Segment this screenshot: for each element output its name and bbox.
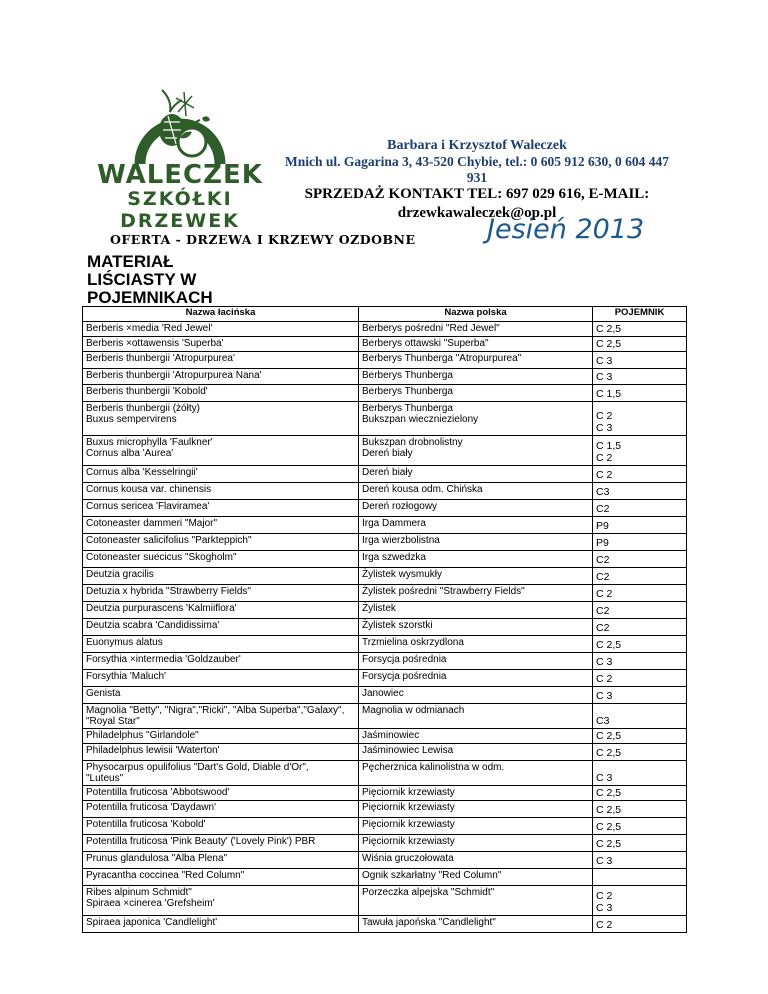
table-row bbox=[83, 534, 687, 551]
cell-polish-name-line: Żylistek pośredni "Strawberry Fields" bbox=[362, 586, 525, 597]
cell-container-size-line: C 2,5 bbox=[596, 747, 622, 759]
cell-polish-name-line: Berberys Thunberga "Atropurpurea" bbox=[362, 353, 522, 364]
cell-container-size-line: C 3 bbox=[596, 355, 613, 367]
cell-polish-name bbox=[359, 500, 593, 517]
cell-latin-name bbox=[83, 517, 359, 534]
cell-container-size-line: C2 bbox=[596, 622, 610, 634]
cell-latin-name bbox=[83, 761, 359, 786]
cell-latin-name-line: Potentilla fruticosa 'Abbotswood' bbox=[86, 787, 230, 798]
cell-polish-name-line: Jaśminowiec Lewisa bbox=[362, 745, 454, 756]
cell-container-size-line: C 2 bbox=[596, 588, 613, 600]
cell-polish-name-line: Wiśnia gruczołowata bbox=[362, 853, 454, 864]
cell-latin-name-line: Deutzia purpurascens 'Kalmiiflora' bbox=[86, 603, 237, 614]
table-row bbox=[83, 568, 687, 585]
cell-container-size-line: C 2 bbox=[596, 452, 613, 464]
cell-polish-name-line: Pięciornik krzewiasty bbox=[362, 787, 455, 798]
cell-latin-name bbox=[83, 352, 359, 369]
cell-container-size bbox=[593, 585, 687, 602]
company-address: Mnich ul. Gagarina 3, 43-520 Chybie, tel.: 0 605 912 630, 0 604 447 931 bbox=[285, 154, 669, 185]
cell-container-size bbox=[593, 602, 687, 619]
cell-container-size bbox=[593, 818, 687, 835]
cell-latin-name bbox=[83, 337, 359, 352]
cell-latin-name-line: Philadelphus lewisii 'Waterton' bbox=[86, 745, 220, 756]
cell-container-size bbox=[593, 801, 687, 818]
cell-latin-name bbox=[83, 385, 359, 402]
cell-polish-name bbox=[359, 869, 593, 886]
cell-latin-name bbox=[83, 466, 359, 483]
table-row bbox=[83, 517, 687, 534]
cell-latin-name-line: Potentilla fruticosa 'Kobold' bbox=[86, 819, 206, 830]
logo-word-secondary: SZKÓŁKI DRZEWEK bbox=[120, 188, 240, 232]
cell-container-size bbox=[593, 500, 687, 517]
table-row bbox=[83, 436, 687, 466]
cell-polish-name bbox=[359, 568, 593, 585]
cell-container-size-line: C 3 bbox=[596, 656, 613, 668]
cell-latin-name-line: Cornus alba 'Kesselringii' bbox=[86, 467, 198, 478]
cell-polish-name-line: Pięciornik krzewiasty bbox=[362, 819, 455, 830]
table-row bbox=[83, 886, 687, 916]
table-row bbox=[83, 801, 687, 818]
header-container-size: POJEMNIK bbox=[593, 307, 687, 322]
cell-container-size bbox=[593, 385, 687, 402]
table-row bbox=[83, 835, 687, 852]
cell-latin-name bbox=[83, 436, 359, 466]
cell-latin-name bbox=[83, 670, 359, 687]
header-latin-name: Nazwa łacińska bbox=[83, 307, 359, 322]
cell-latin-name bbox=[83, 916, 359, 933]
table-row bbox=[83, 744, 687, 761]
cell-latin-name-line: Ribes alpinum Schmidt" bbox=[86, 887, 192, 898]
table-row bbox=[83, 402, 687, 436]
cell-polish-name-line: Irga szwedzka bbox=[362, 552, 426, 563]
company-contact: SPRZEDAŻ KONTAKT TEL: 697 029 616, E-MAIL: drzewkawaleczek@op.pl bbox=[304, 186, 650, 221]
cell-latin-name-line: Deutzia gracilis bbox=[86, 569, 154, 580]
cell-polish-name-line: Berberys Thunberga bbox=[362, 386, 453, 397]
cell-polish-name-line: Dereń biały bbox=[362, 448, 413, 459]
cell-polish-name bbox=[359, 761, 593, 786]
logo-word-primary: WALECZEK bbox=[97, 160, 263, 190]
cell-latin-name-line: Euonymus alatus bbox=[86, 637, 163, 648]
cell-polish-name-line: Dereń biały bbox=[362, 467, 413, 478]
cell-latin-name bbox=[83, 852, 359, 869]
cell-polish-name bbox=[359, 619, 593, 636]
cell-polish-name-line: Forsycja pośrednia bbox=[362, 654, 447, 665]
cell-latin-name-line: "Luteus" bbox=[86, 773, 124, 784]
cell-container-size bbox=[593, 619, 687, 636]
cell-polish-name-line: Janowiec bbox=[362, 688, 404, 699]
cell-polish-name bbox=[359, 786, 593, 801]
cell-container-size-line: C 2,5 bbox=[596, 821, 622, 833]
cell-latin-name-line: Cotoneaster salicifolius "Parkteppich" bbox=[86, 535, 252, 546]
cell-polish-name bbox=[359, 551, 593, 568]
cell-polish-name bbox=[359, 687, 593, 704]
cell-polish-name-line: Magnolia w odmianach bbox=[362, 705, 465, 716]
cell-container-size bbox=[593, 322, 687, 337]
cell-container-size bbox=[593, 744, 687, 761]
cell-latin-name-line: Pyracantha coccinea "Red Column" bbox=[86, 870, 245, 881]
cell-container-size-line: C2 bbox=[596, 503, 610, 515]
table-row bbox=[83, 687, 687, 704]
cell-latin-name bbox=[83, 818, 359, 835]
cell-container-size bbox=[593, 886, 687, 916]
cell-polish-name bbox=[359, 818, 593, 835]
cell-latin-name bbox=[83, 369, 359, 385]
table-row bbox=[83, 369, 687, 385]
cell-container-size-line: C 2,5 bbox=[596, 804, 622, 816]
cell-latin-name-line: Cotoneaster dammeri "Major" bbox=[86, 518, 218, 529]
cell-container-size-line: C 3 bbox=[596, 422, 613, 434]
cell-container-size-line: C 3 bbox=[596, 855, 613, 867]
cell-polish-name bbox=[359, 337, 593, 352]
cell-container-size-line: C 1,5 bbox=[596, 440, 622, 452]
cell-container-size-line: C 3 bbox=[596, 902, 613, 914]
cell-polish-name bbox=[359, 483, 593, 500]
cell-latin-name-line: Physocarpus opulifolius "Dart's Gold, Diable d'Or", bbox=[86, 762, 309, 773]
cell-container-size-line: C 2,5 bbox=[596, 838, 622, 850]
cell-latin-name bbox=[83, 402, 359, 436]
cell-latin-name-line: Prunus glandulosa "Alba Plena" bbox=[86, 853, 228, 864]
cell-latin-name-line: Potentilla fruticosa 'Daydawn' bbox=[86, 802, 216, 813]
cell-polish-name-line: Berberys pośredni "Red Jewel" bbox=[362, 323, 500, 334]
cell-container-size bbox=[593, 687, 687, 704]
table-row bbox=[83, 322, 687, 337]
cell-latin-name-line: Detuzia x hybrida "Strawberry Fields" bbox=[86, 586, 251, 597]
cell-polish-name bbox=[359, 744, 593, 761]
cell-container-size bbox=[593, 916, 687, 933]
cell-latin-name-line: Philadelphus "Girlandole" bbox=[86, 730, 199, 741]
cell-latin-name-line: Cornus kousa var. chinensis bbox=[86, 484, 212, 495]
cell-latin-name bbox=[83, 786, 359, 801]
plant-table bbox=[82, 306, 687, 933]
table-row bbox=[83, 483, 687, 500]
table-row bbox=[83, 818, 687, 835]
table-row bbox=[83, 585, 687, 602]
cell-latin-name bbox=[83, 500, 359, 517]
cell-latin-name bbox=[83, 886, 359, 916]
cell-container-size bbox=[593, 337, 687, 352]
cell-container-size-line: C 2,5 bbox=[596, 730, 622, 742]
company-logo bbox=[84, 78, 276, 232]
cell-container-size bbox=[593, 729, 687, 744]
cell-latin-name bbox=[83, 619, 359, 636]
cell-polish-name-line: Trzmielina oskrzydlona bbox=[362, 637, 464, 648]
table-row bbox=[83, 916, 687, 933]
cell-container-size bbox=[593, 786, 687, 801]
table-row bbox=[83, 466, 687, 483]
cell-container-size bbox=[593, 869, 687, 886]
cell-latin-name bbox=[83, 534, 359, 551]
cell-polish-name-line: Żylistek szorstki bbox=[362, 620, 433, 631]
cell-polish-name bbox=[359, 436, 593, 466]
offer-label: OFERTA - DRZEWA I KRZEWY OZDOBNE bbox=[110, 232, 416, 247]
cell-latin-name-line: Berberis thunbergii (żółty) bbox=[86, 403, 200, 414]
cell-latin-name bbox=[83, 801, 359, 818]
cell-polish-name-line: Żylistek wysmukły bbox=[362, 569, 443, 580]
cell-container-size bbox=[593, 369, 687, 385]
cell-polish-name-line: Forsycja pośrednia bbox=[362, 671, 447, 682]
cell-polish-name-line: Irga Dammera bbox=[362, 518, 426, 529]
cell-container-size bbox=[593, 436, 687, 466]
table-row bbox=[83, 619, 687, 636]
cell-polish-name bbox=[359, 585, 593, 602]
table-row bbox=[83, 500, 687, 517]
table-row bbox=[83, 602, 687, 619]
cell-polish-name bbox=[359, 322, 593, 337]
cell-latin-name bbox=[83, 585, 359, 602]
cell-latin-name-line: Berberis ×ottawensis 'Superba' bbox=[86, 338, 224, 349]
cell-latin-name-line: Cornus sericea 'Flaviramea' bbox=[86, 501, 210, 512]
cell-latin-name-line: Buxus sempervirens bbox=[86, 414, 177, 425]
cell-polish-name-line: Żylistek bbox=[362, 603, 396, 614]
cell-latin-name-line: Genista bbox=[86, 688, 121, 699]
cell-polish-name-line: Pęcherznica kalinolistna w odm. bbox=[362, 762, 505, 773]
cell-latin-name-line: Spiraea ×cinerea 'Grefsheim' bbox=[86, 898, 215, 909]
cell-polish-name bbox=[359, 916, 593, 933]
table-row bbox=[83, 337, 687, 352]
cell-container-size bbox=[593, 568, 687, 585]
cell-container-size-line: C 2 bbox=[596, 890, 613, 902]
cell-container-size-line: C 2 bbox=[596, 673, 613, 685]
table-row bbox=[83, 385, 687, 402]
cell-polish-name bbox=[359, 402, 593, 436]
cell-polish-name-line: Porzeczka alpejska "Schmidt" bbox=[362, 887, 495, 898]
cell-polish-name-line: Dereń rozłogowy bbox=[362, 501, 438, 512]
table-row bbox=[83, 551, 687, 568]
cell-polish-name-line: Berberys Thunberga bbox=[362, 403, 453, 414]
cell-polish-name bbox=[359, 385, 593, 402]
cell-latin-name-line: Cotoneaster suecicus "Skogholm" bbox=[86, 552, 237, 563]
cell-container-size-line: C 2 bbox=[596, 919, 613, 931]
cell-polish-name-line: Berberys ottawski "Superba" bbox=[362, 338, 489, 349]
cell-polish-name-line: Bukszpan drobnolistny bbox=[362, 437, 463, 448]
cell-container-size bbox=[593, 534, 687, 551]
cell-container-size bbox=[593, 352, 687, 369]
cell-container-size bbox=[593, 704, 687, 729]
cell-polish-name bbox=[359, 729, 593, 744]
cell-container-size-line: C2 bbox=[596, 605, 610, 617]
cell-polish-name bbox=[359, 835, 593, 852]
table-row bbox=[83, 670, 687, 687]
cell-container-size-line: C3 bbox=[596, 715, 610, 727]
cell-polish-name-line: Ognik szkarłatny "Red Column" bbox=[362, 870, 502, 881]
table-row bbox=[83, 852, 687, 869]
cell-polish-name bbox=[359, 801, 593, 818]
cell-container-size-line: C 3 bbox=[596, 371, 613, 383]
cell-container-size-line: C 2,5 bbox=[596, 639, 622, 651]
cell-container-size bbox=[593, 517, 687, 534]
cell-container-size-line: C2 bbox=[596, 571, 610, 583]
logo-emblem-icon bbox=[84, 78, 276, 164]
cell-polish-name-line: Dereń kousa odm. Chińska bbox=[362, 484, 483, 495]
cell-latin-name-line: Cornus alba 'Aurea' bbox=[86, 448, 174, 459]
section-title: MATERIAŁ LIŚCIASTY W POJEMNIKACH bbox=[87, 252, 213, 307]
cell-container-size-line: C3 bbox=[596, 486, 610, 498]
cell-polish-name bbox=[359, 636, 593, 653]
cell-container-size-line: C 2 bbox=[596, 469, 613, 481]
cell-container-size bbox=[593, 653, 687, 670]
cell-container-size bbox=[593, 483, 687, 500]
cell-latin-name bbox=[83, 729, 359, 744]
company-header bbox=[282, 138, 672, 186]
cell-latin-name-line: Deutzia scabra 'Candidissima' bbox=[86, 620, 220, 631]
cell-polish-name bbox=[359, 534, 593, 551]
cell-polish-name-line: Pięciornik krzewiasty bbox=[362, 836, 455, 847]
cell-latin-name-line: Berberis thunbergii 'Kobold' bbox=[86, 386, 208, 397]
cell-container-size-line: C 2,5 bbox=[596, 338, 622, 350]
cell-polish-name-line: Bukszpan wieczniezielony bbox=[362, 414, 479, 425]
season-label: Jesień 2013 bbox=[487, 214, 645, 245]
table-row bbox=[83, 729, 687, 744]
cell-latin-name-line: Spiraea japonica 'Candlelight' bbox=[86, 917, 218, 928]
cell-polish-name bbox=[359, 653, 593, 670]
table-row bbox=[83, 761, 687, 786]
cell-polish-name bbox=[359, 852, 593, 869]
cell-latin-name bbox=[83, 602, 359, 619]
cell-polish-name bbox=[359, 704, 593, 729]
cell-latin-name-line: Forsythia 'Maluch' bbox=[86, 671, 166, 682]
cell-latin-name bbox=[83, 653, 359, 670]
cell-latin-name bbox=[83, 636, 359, 653]
table-row bbox=[83, 636, 687, 653]
cell-polish-name-line: Berberys Thunberga bbox=[362, 370, 453, 381]
cell-polish-name-line: Jaśminowiec bbox=[362, 730, 420, 741]
cell-container-size bbox=[593, 466, 687, 483]
cell-polish-name-line: Tawuła japońska "Candlelight" bbox=[362, 917, 496, 928]
cell-latin-name bbox=[83, 869, 359, 886]
cell-latin-name-line: Forsythia ×intermedia 'Goldzauber' bbox=[86, 654, 241, 665]
cell-container-size-line: C 3 bbox=[596, 772, 613, 784]
table-header-row bbox=[83, 307, 687, 322]
cell-latin-name bbox=[83, 568, 359, 585]
cell-polish-name-line: Pięciornik krzewiasty bbox=[362, 802, 455, 813]
cell-container-size bbox=[593, 636, 687, 653]
header-polish-name: Nazwa polska bbox=[359, 307, 593, 322]
cell-latin-name-line: "Royal Star" bbox=[86, 716, 140, 727]
cell-container-size bbox=[593, 761, 687, 786]
cell-latin-name bbox=[83, 483, 359, 500]
cell-container-size-line: C 2,5 bbox=[596, 323, 622, 335]
cell-latin-name bbox=[83, 551, 359, 568]
cell-container-size-line: C 3 bbox=[596, 690, 613, 702]
cell-latin-name bbox=[83, 744, 359, 761]
cell-container-size bbox=[593, 835, 687, 852]
table-row bbox=[83, 653, 687, 670]
cell-polish-name bbox=[359, 886, 593, 916]
cell-latin-name-line: Magnolia "Betty", "Nigra","Ricki", "Alba Superba","Galaxy", bbox=[86, 705, 345, 716]
cell-latin-name bbox=[83, 835, 359, 852]
cell-latin-name-line: Berberis thunbergii 'Atropurpurea' bbox=[86, 353, 235, 364]
table-row bbox=[83, 704, 687, 729]
cell-latin-name bbox=[83, 704, 359, 729]
cell-container-size bbox=[593, 852, 687, 869]
cell-latin-name bbox=[83, 322, 359, 337]
cell-container-size-line: C 2,5 bbox=[596, 787, 622, 799]
table-row bbox=[83, 869, 687, 886]
cell-latin-name bbox=[83, 687, 359, 704]
cell-container-size-line: P9 bbox=[596, 520, 609, 532]
cell-container-size bbox=[593, 402, 687, 436]
cell-container-size bbox=[593, 551, 687, 568]
cell-latin-name-line: Berberis thunbergii 'Atropurpurea Nana' bbox=[86, 370, 262, 381]
table-row bbox=[83, 352, 687, 369]
company-name: Barbara i Krzysztof Waleczek bbox=[387, 138, 567, 153]
cell-container-size-line: C 2 bbox=[596, 410, 613, 422]
cell-container-size bbox=[593, 670, 687, 687]
cell-polish-name bbox=[359, 466, 593, 483]
cell-polish-name bbox=[359, 517, 593, 534]
cell-polish-name bbox=[359, 670, 593, 687]
cell-polish-name-line: Irga wierzbolistna bbox=[362, 535, 440, 546]
cell-latin-name-line: Berberis ×media 'Red Jewel' bbox=[86, 323, 213, 334]
cell-polish-name bbox=[359, 352, 593, 369]
cell-container-size-line: C2 bbox=[596, 554, 610, 566]
cell-polish-name bbox=[359, 369, 593, 385]
cell-latin-name-line: Buxus microphylla 'Faulkner' bbox=[86, 437, 213, 448]
cell-container-size-line: C 1,5 bbox=[596, 388, 622, 400]
cell-latin-name-line: Potentilla fruticosa 'Pink Beauty' ('Lovely Pink') PBR bbox=[86, 836, 316, 847]
cell-container-size-line: P9 bbox=[596, 537, 609, 549]
table-row bbox=[83, 786, 687, 801]
cell-polish-name bbox=[359, 602, 593, 619]
